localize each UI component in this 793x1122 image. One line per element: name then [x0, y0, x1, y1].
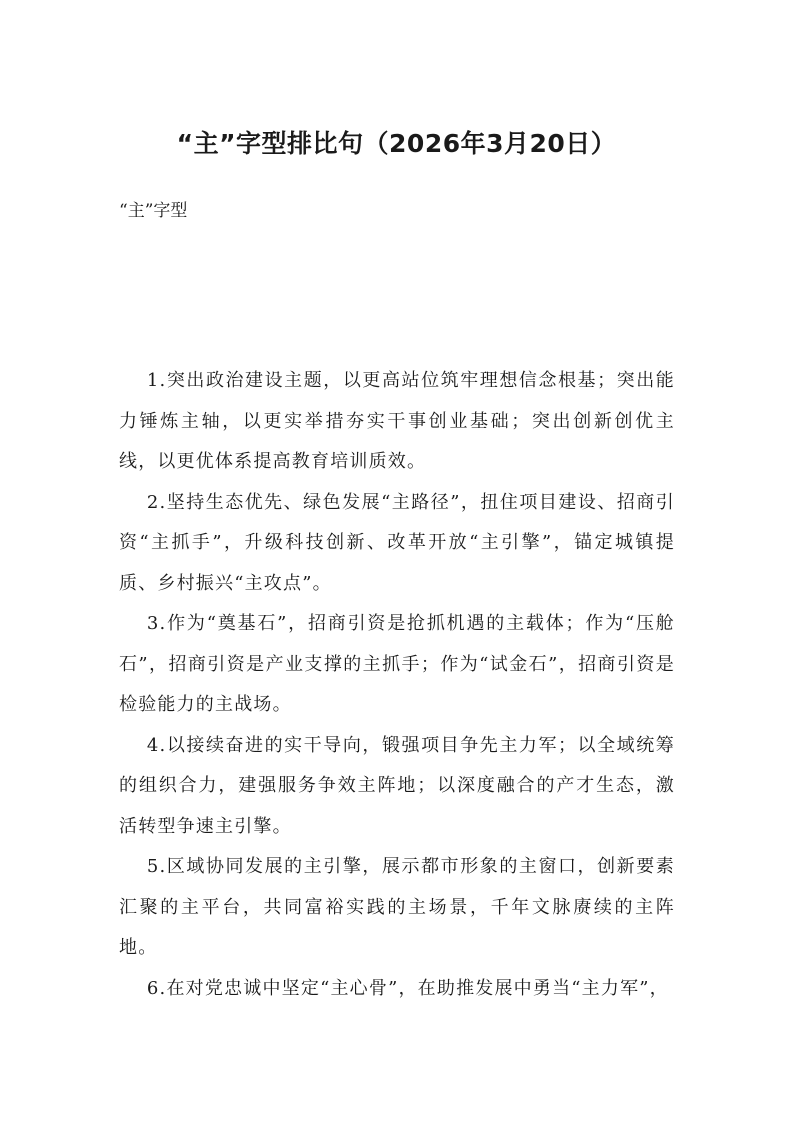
- paragraph-3: 3.作为“奠基石”，招商引资是抢抓机遇的主载体；作为“压舱石”，招商引资是产业支撑的主抓手；作为“试金石”，招商引资是检验能力的主战场。: [119, 613, 675, 715]
- paragraph-4: 4.以接续奋进的实干导向，锻强项目争先主力军；以全域统筹的组织合力，建强服务争效主阵地；以深度融合的产才生态，激活转型争速主引擎。: [119, 734, 675, 837]
- paragraph-6: 6.在对党忠诚中坚定“主心骨”，在助推发展中勇当“主力军”，: [146, 977, 669, 999]
- document-body: [119, 361, 675, 1009]
- paragraph-1: 1.突出政治建设主题，以更高站位筑牢理想信念根基；突出能力锤炼主轴，以更实举措夯实干事创业基础；突出创新创优主线，以更优体系提高教育培训质效。: [119, 370, 675, 472]
- paragraph-2: 2.坚持生态优先、绿色发展“主路径”，扭住项目建设、招商引资“主抓手”，升级科技创新、改革开放“主引擎”，锚定城镇提质、乡村振兴“主攻点”。: [119, 491, 675, 594]
- document-title: “主”字型排比句（2026年3月20日）: [176, 129, 617, 158]
- paragraph-5: 5.区域协同发展的主引擎，展示都市形象的主窗口，创新要素汇聚的主平台，共同富裕实践的主场景，千年文脉赓续的主阵地。: [119, 856, 675, 958]
- document-subtitle: “主”字型: [119, 201, 188, 221]
